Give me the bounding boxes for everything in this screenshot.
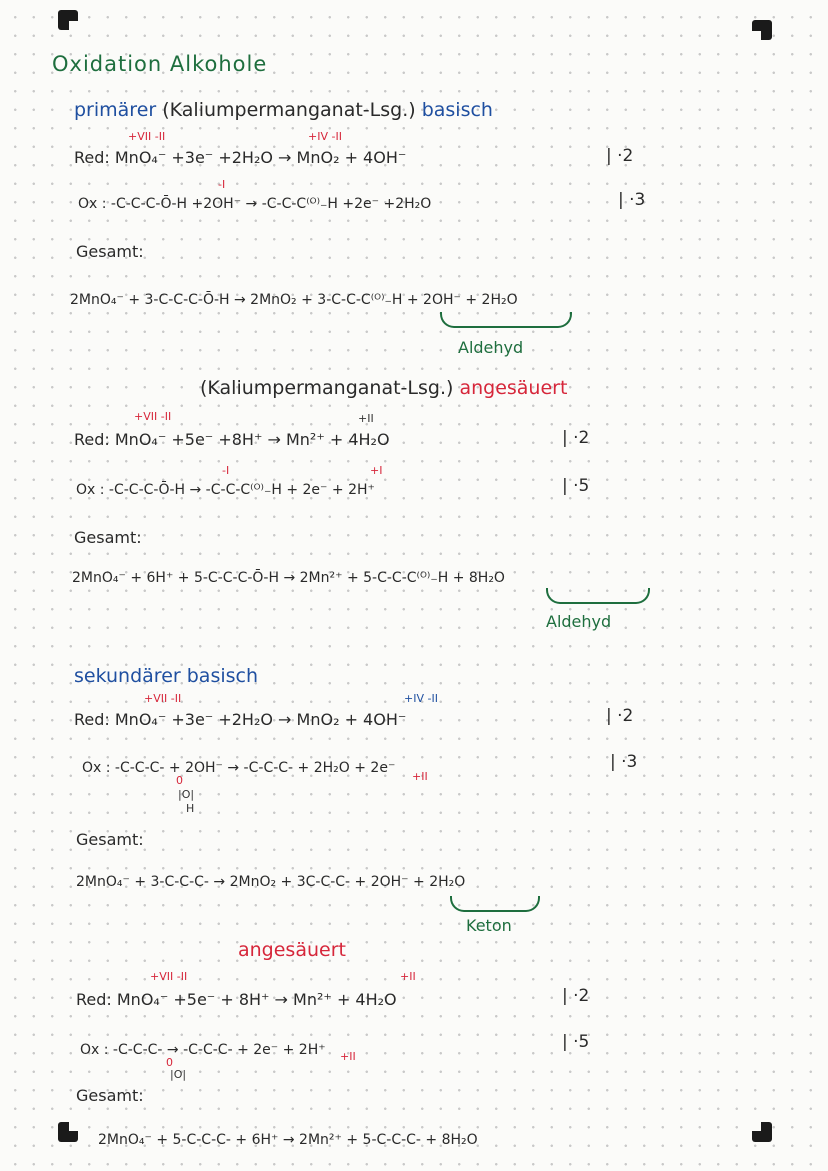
s4-total-label: Gesamt: <box>76 1086 144 1105</box>
s1-oxidation: Ox : -C-C-C-Ō-H +2OH⁻ → -C-C-C⁽ᴼ⁾₋H +2e⁻ +2H₂O <box>78 196 432 212</box>
s3-heading-secondary: sekundärer <box>74 665 181 687</box>
s2-total-label: Gesamt: <box>74 528 142 547</box>
s2-red-oxnum: +VII -II <box>134 410 172 423</box>
corner-mark-top-right <box>752 20 772 40</box>
s3-total: 2MnO₄⁻ + 3-C-C-C- → 2MnO₂ + 3C-C-C- + 2OH⁻ + 2H₂O <box>76 874 466 890</box>
s3-ox-oxnum: 0 <box>176 774 183 787</box>
s3-red-oxnum: +VII -II <box>144 692 182 705</box>
s1-red-factor: | ·2 <box>606 146 634 166</box>
s4-total: 2MnO₄⁻ + 5-C-C-C- + 6H⁺ → 2Mn²⁺ + 5-C-C-C- + 8H₂O <box>98 1132 478 1148</box>
s1-ox-oxnum: -I <box>218 178 226 191</box>
s3-heading-condition: basisch <box>186 665 259 687</box>
s2-ox-oxnum2: +I <box>370 464 383 477</box>
s4-heading: angesäuert <box>238 939 346 961</box>
s1-reduction: Red: MnO₄⁻ +3e⁻ +2H₂O → MnO₂ + 4OH⁻ <box>74 148 407 167</box>
s2-red-oxnum2: +II <box>358 412 374 425</box>
s2-brace <box>546 588 650 604</box>
s4-ox-oxnum: 0 <box>166 1056 173 1069</box>
s1-red-oxnum: +VII -II <box>128 130 166 143</box>
s3-reduction: Red: MnO₄⁻ +3e⁻ +2H₂O → MnO₂ + 4OH⁻ <box>74 710 407 729</box>
s3-brace <box>450 896 540 912</box>
s1-ox-factor: | ·3 <box>618 190 646 210</box>
s3-ox-factor: | ·3 <box>610 752 638 772</box>
s2-heading-condition: angesäuert <box>459 377 568 399</box>
corner-mark-top-left <box>58 10 78 30</box>
s4-red-oxnum: +VII -II <box>150 970 188 983</box>
s3-product: Keton <box>466 916 512 935</box>
s3-red-oxnum2: +IV -II <box>404 692 438 705</box>
s1-heading <box>74 100 493 120</box>
page-title: Oxidation Alkohole <box>52 52 268 76</box>
s2-red-factor: | ·2 <box>562 428 590 448</box>
s3-heading <box>74 666 258 686</box>
corner-mark-bottom-left <box>58 1122 78 1142</box>
s4-red-oxnum2: +II <box>400 970 416 983</box>
s1-product: Aldehyd <box>458 338 524 357</box>
s4-ox-oxnum2: +II <box>340 1050 356 1063</box>
s2-reduction: Red: MnO₄⁻ +5e⁻ +8H⁺ → Mn²⁺ + 4H₂O <box>74 430 390 449</box>
s1-total-label: Gesamt: <box>76 242 144 261</box>
s4-ox-factor: | ·5 <box>562 1032 590 1052</box>
s2-ox-factor: | ·5 <box>562 476 590 496</box>
s1-heading-condition: basisch <box>421 99 493 121</box>
s3-ox-hydroxyl: |O| <box>178 788 195 801</box>
s4-reduction: Red: MnO₄⁻ +5e⁻ + 8H⁺ → Mn²⁺ + 4H₂O <box>76 990 397 1009</box>
s2-oxidation: Ox : -C-C-C-Ō-H → -C-C-C⁽ᴼ⁾₋H + 2e⁻ + 2H⁺ <box>76 482 375 498</box>
s3-oxidation: Ox : -C-C-C- + 2OH⁻ → -C-C-C- + 2H₂O + 2e⁻ <box>82 760 396 776</box>
s2-product: Aldehyd <box>546 612 612 631</box>
s4-ox-hydroxyl: |O| <box>170 1068 187 1081</box>
s4-red-factor: | ·2 <box>562 986 590 1006</box>
s1-red-oxnum2: +IV -II <box>308 130 342 143</box>
s1-total: 2MnO₄⁻ + 3-C-C-C-Ō-H → 2MnO₂ + 3-C-C-C⁽ᴼ⁾₋H + 2OH⁻ + 2H₂O <box>70 292 518 308</box>
s3-red-factor: | ·2 <box>606 706 634 726</box>
s1-heading-reagent: (Kaliumpermanganat-Lsg.) <box>162 99 416 121</box>
s1-brace <box>440 312 572 328</box>
s2-heading-reagent: (Kaliumpermanganat-Lsg.) <box>200 377 454 399</box>
s2-heading <box>200 378 567 398</box>
s2-ox-oxnum: -I <box>222 464 230 477</box>
s4-oxidation: Ox : -C-C-C- → -C-C-C- + 2e⁻ + 2H⁺ <box>80 1042 326 1058</box>
corner-mark-bottom-right <box>752 1122 772 1142</box>
s3-ox-hydrogen: H <box>186 802 195 815</box>
s3-total-label: Gesamt: <box>76 830 144 849</box>
s3-ox-oxnum2: +II <box>412 770 428 783</box>
s1-heading-primary: primärer <box>74 99 157 121</box>
s2-total: 2MnO₄⁻ + 6H⁺ + 5-C-C-C-Ō-H → 2Mn²⁺ + 5-C-C-C⁽ᴼ⁾₋H + 8H₂O <box>72 570 505 586</box>
